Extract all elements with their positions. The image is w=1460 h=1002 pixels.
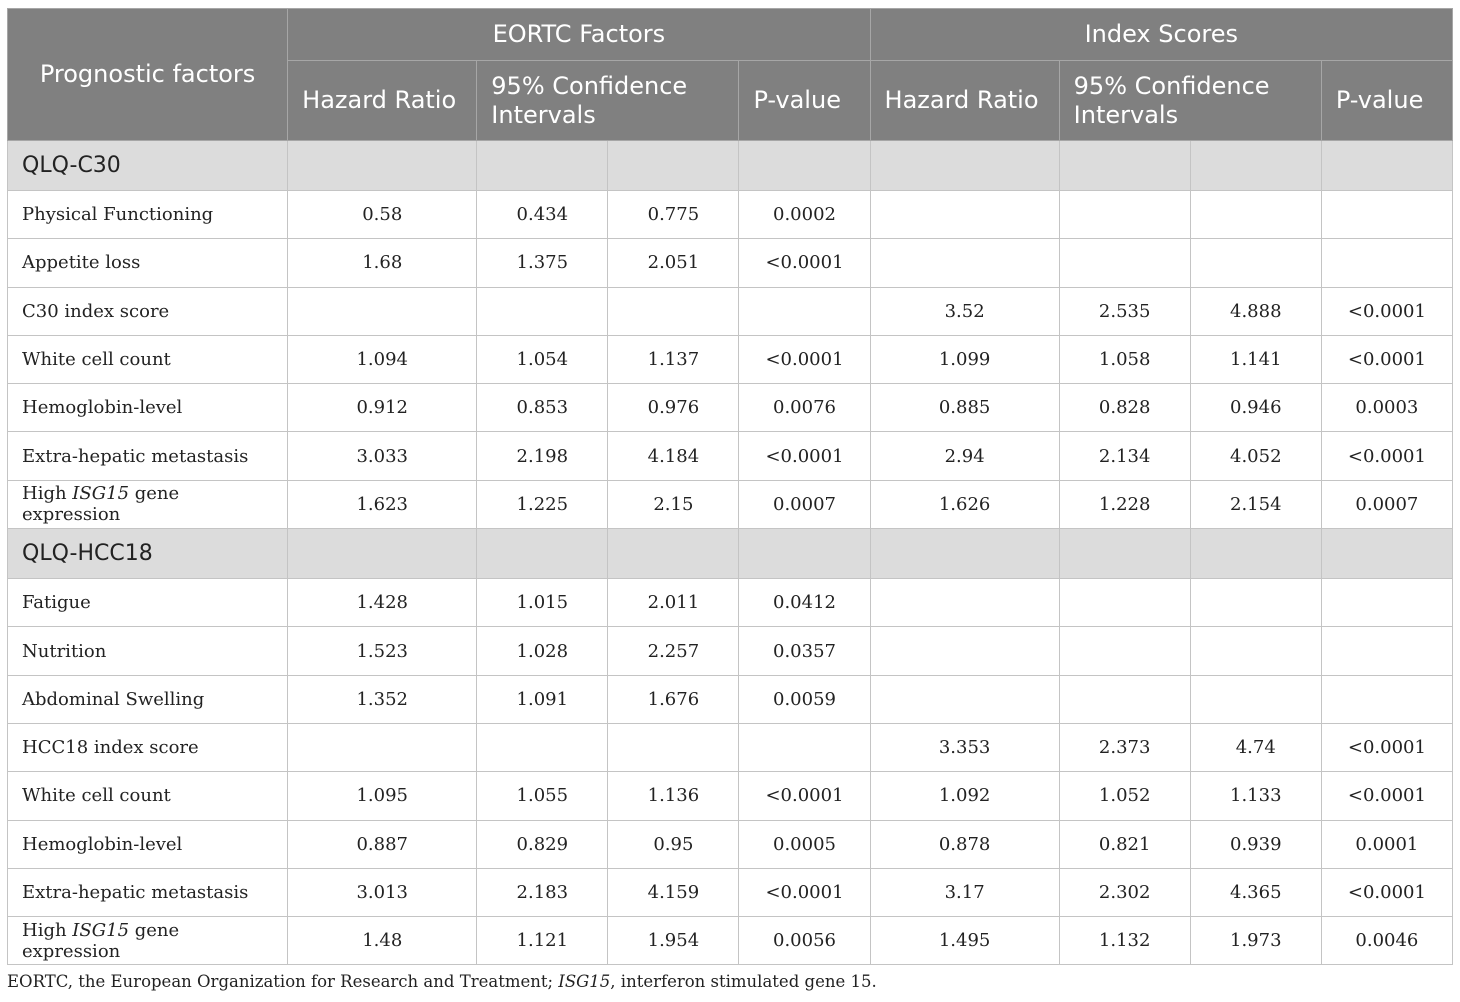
eortc-ci-upper: 1.136 — [608, 772, 739, 820]
eortc-ci-upper: 4.184 — [608, 432, 739, 480]
section-empty-cell — [739, 141, 870, 191]
factor-label-text: C30 index score — [22, 300, 170, 322]
eortc-ci-upper: 2.257 — [608, 627, 739, 675]
eortc-hazard-ratio: 1.428 — [288, 579, 477, 627]
header-hazard-ratio: Hazard Ratio — [288, 61, 477, 141]
eortc-ci-lower: 1.375 — [477, 239, 608, 287]
table-footnote — [7, 972, 877, 991]
section-title: QLQ-HCC18 — [8, 529, 288, 579]
table-row — [8, 579, 1453, 627]
section-empty-cell — [288, 141, 477, 191]
index-ci-lower: 1.058 — [1059, 335, 1190, 383]
factor-label — [8, 772, 288, 820]
eortc-hazard-ratio: 3.033 — [288, 432, 477, 480]
footnote-gene-name: ISG15 — [558, 972, 611, 991]
factor-label-text: Extra-hepatic metastasis — [22, 445, 249, 467]
eortc-ci-lower: 0.434 — [477, 191, 608, 239]
header-confidence-intervals: 95% Confidence Intervals — [477, 61, 739, 141]
index-ci-upper: 4.888 — [1190, 287, 1321, 335]
eortc-hazard-ratio: 1.68 — [288, 239, 477, 287]
factor-label-text: White cell count — [22, 785, 171, 807]
factor-label — [8, 480, 288, 528]
section-empty-cell — [1059, 529, 1190, 579]
eortc-ci-lower: 0.853 — [477, 384, 608, 432]
eortc-ci-lower — [477, 723, 608, 771]
factor-label-text: High — [22, 919, 73, 941]
eortc-ci-upper: 0.976 — [608, 384, 739, 432]
table-row — [8, 675, 1453, 723]
factor-label-text: gene expression — [22, 483, 180, 526]
table-row — [8, 384, 1453, 432]
eortc-ci-upper: 4.159 — [608, 868, 739, 916]
header-group-eortc: EORTC Factors — [288, 9, 870, 61]
factor-label — [8, 820, 288, 868]
eortc-ci-upper: 1.954 — [608, 917, 739, 965]
eortc-p-value: 0.0357 — [739, 627, 870, 675]
eortc-hazard-ratio: 1.523 — [288, 627, 477, 675]
index-ci-upper — [1190, 579, 1321, 627]
index-ci-upper: 4.052 — [1190, 432, 1321, 480]
eortc-ci-lower: 2.183 — [477, 868, 608, 916]
factor-label-text: White cell count — [22, 349, 171, 371]
factor-label-text: Nutrition — [22, 640, 107, 662]
factor-label — [8, 917, 288, 965]
table-row — [8, 287, 1453, 335]
factor-label-text: Hemoglobin-level — [22, 397, 183, 419]
index-ci-upper: 0.946 — [1190, 384, 1321, 432]
index-ci-lower — [1059, 579, 1190, 627]
eortc-ci-upper: 2.051 — [608, 239, 739, 287]
factor-label — [8, 675, 288, 723]
section-empty-cell — [477, 141, 608, 191]
section-empty-cell — [1190, 529, 1321, 579]
index-hazard-ratio: 1.626 — [870, 480, 1059, 528]
index-ci-lower — [1059, 191, 1190, 239]
index-hazard-ratio — [870, 675, 1059, 723]
index-p-value: <0.0001 — [1321, 335, 1452, 383]
eortc-ci-upper — [608, 287, 739, 335]
index-ci-lower: 2.373 — [1059, 723, 1190, 771]
index-ci-upper: 0.939 — [1190, 820, 1321, 868]
index-hazard-ratio: 3.353 — [870, 723, 1059, 771]
factor-label — [8, 868, 288, 916]
index-ci-lower — [1059, 627, 1190, 675]
prognostic-factors-table — [7, 8, 1453, 965]
factor-label-text: HCC18 index score — [22, 737, 199, 759]
header-confidence-intervals: 95% Confidence Intervals — [1059, 61, 1321, 141]
index-hazard-ratio: 1.099 — [870, 335, 1059, 383]
table-row — [8, 917, 1453, 965]
index-hazard-ratio — [870, 191, 1059, 239]
table-row — [8, 868, 1453, 916]
index-ci-lower: 2.134 — [1059, 432, 1190, 480]
section-empty-cell — [288, 529, 477, 579]
table-row — [8, 335, 1453, 383]
section-empty-cell — [477, 529, 608, 579]
eortc-ci-upper: 1.676 — [608, 675, 739, 723]
table-row — [8, 772, 1453, 820]
index-hazard-ratio: 0.885 — [870, 384, 1059, 432]
index-ci-lower: 1.132 — [1059, 917, 1190, 965]
section-empty-cell — [870, 529, 1059, 579]
factor-label — [8, 239, 288, 287]
eortc-hazard-ratio: 1.48 — [288, 917, 477, 965]
eortc-ci-upper — [608, 723, 739, 771]
factor-label-text: gene expression — [22, 919, 180, 962]
index-p-value: 0.0046 — [1321, 917, 1452, 965]
eortc-ci-lower: 1.028 — [477, 627, 608, 675]
eortc-p-value: 0.0056 — [739, 917, 870, 965]
index-ci-lower: 1.228 — [1059, 480, 1190, 528]
table-row — [8, 191, 1453, 239]
eortc-ci-upper: 2.15 — [608, 480, 739, 528]
factor-label — [8, 287, 288, 335]
eortc-ci-upper: 1.137 — [608, 335, 739, 383]
eortc-ci-lower: 1.121 — [477, 917, 608, 965]
index-hazard-ratio — [870, 239, 1059, 287]
factor-label-text: Abdominal Swelling — [22, 688, 205, 710]
eortc-p-value: 0.0005 — [739, 820, 870, 868]
footnote-text: EORTC, the European Organization for Research and Treatment; — [7, 972, 559, 991]
eortc-ci-upper: 2.011 — [608, 579, 739, 627]
index-ci-upper — [1190, 675, 1321, 723]
table-row — [8, 627, 1453, 675]
eortc-ci-lower: 1.055 — [477, 772, 608, 820]
index-hazard-ratio: 1.495 — [870, 917, 1059, 965]
table-row — [8, 723, 1453, 771]
index-hazard-ratio: 2.94 — [870, 432, 1059, 480]
eortc-ci-lower: 1.015 — [477, 579, 608, 627]
table-body — [8, 141, 1453, 965]
eortc-p-value: <0.0001 — [739, 772, 870, 820]
eortc-ci-lower: 0.829 — [477, 820, 608, 868]
factor-label-text: Physical Functioning — [22, 204, 214, 226]
index-ci-upper — [1190, 239, 1321, 287]
section-empty-cell — [739, 529, 870, 579]
section-empty-cell — [1321, 529, 1452, 579]
table-header — [8, 9, 1453, 141]
index-p-value — [1321, 191, 1452, 239]
index-ci-lower: 2.302 — [1059, 868, 1190, 916]
eortc-ci-lower: 1.054 — [477, 335, 608, 383]
eortc-ci-lower: 2.198 — [477, 432, 608, 480]
factor-label-text: Extra-hepatic metastasis — [22, 882, 249, 903]
eortc-p-value: <0.0001 — [739, 868, 870, 916]
table-row — [8, 239, 1453, 287]
table-row — [8, 820, 1453, 868]
header-p-value: P-value — [1321, 61, 1452, 141]
eortc-p-value — [739, 287, 870, 335]
eortc-hazard-ratio: 0.58 — [288, 191, 477, 239]
factor-label — [8, 384, 288, 432]
section-title: QLQ-C30 — [8, 141, 288, 191]
eortc-ci-upper: 0.95 — [608, 820, 739, 868]
section-header-row — [8, 529, 1453, 579]
index-hazard-ratio: 0.878 — [870, 820, 1059, 868]
index-p-value: <0.0001 — [1321, 868, 1452, 916]
index-hazard-ratio: 1.092 — [870, 772, 1059, 820]
eortc-ci-upper: 0.775 — [608, 191, 739, 239]
eortc-hazard-ratio: 0.887 — [288, 820, 477, 868]
section-empty-cell — [608, 529, 739, 579]
index-p-value — [1321, 579, 1452, 627]
section-empty-cell — [1321, 141, 1452, 191]
eortc-p-value: 0.0412 — [739, 579, 870, 627]
index-ci-lower — [1059, 239, 1190, 287]
eortc-p-value: 0.0076 — [739, 384, 870, 432]
eortc-p-value: <0.0001 — [739, 432, 870, 480]
table-row — [8, 432, 1453, 480]
index-ci-lower: 0.828 — [1059, 384, 1190, 432]
eortc-hazard-ratio — [288, 287, 477, 335]
index-p-value: 0.0003 — [1321, 384, 1452, 432]
factor-label — [8, 432, 288, 480]
eortc-p-value: <0.0001 — [739, 239, 870, 287]
header-prognostic-factors: Prognostic factors — [8, 9, 288, 141]
eortc-ci-lower — [477, 287, 608, 335]
eortc-hazard-ratio: 0.912 — [288, 384, 477, 432]
eortc-hazard-ratio: 3.013 — [288, 868, 477, 916]
header-p-value: P-value — [739, 61, 870, 141]
section-empty-cell — [1059, 141, 1190, 191]
index-ci-upper: 2.154 — [1190, 480, 1321, 528]
index-p-value: <0.0001 — [1321, 432, 1452, 480]
index-p-value — [1321, 239, 1452, 287]
eortc-hazard-ratio: 1.352 — [288, 675, 477, 723]
index-ci-lower: 0.821 — [1059, 820, 1190, 868]
eortc-p-value: 0.0007 — [739, 480, 870, 528]
index-ci-upper — [1190, 191, 1321, 239]
eortc-hazard-ratio: 1.623 — [288, 480, 477, 528]
eortc-hazard-ratio — [288, 723, 477, 771]
table-row — [8, 480, 1453, 528]
index-ci-upper — [1190, 627, 1321, 675]
index-ci-lower: 2.535 — [1059, 287, 1190, 335]
gene-name: ISG15 — [72, 483, 130, 505]
factor-label — [8, 579, 288, 627]
section-empty-cell — [608, 141, 739, 191]
index-hazard-ratio — [870, 627, 1059, 675]
index-p-value: 0.0001 — [1321, 820, 1452, 868]
header-group-index: Index Scores — [870, 9, 1452, 61]
eortc-p-value: 0.0059 — [739, 675, 870, 723]
factor-label — [8, 723, 288, 771]
section-empty-cell — [870, 141, 1059, 191]
factor-label — [8, 335, 288, 383]
header-hazard-ratio: Hazard Ratio — [870, 61, 1059, 141]
factor-label-text: Hemoglobin-level — [22, 833, 183, 855]
index-ci-upper: 1.973 — [1190, 917, 1321, 965]
factor-label-text: Appetite loss — [22, 252, 141, 274]
eortc-hazard-ratio: 1.095 — [288, 772, 477, 820]
factor-label-text: Fatigue — [22, 592, 91, 614]
section-empty-cell — [1190, 141, 1321, 191]
index-ci-upper: 4.74 — [1190, 723, 1321, 771]
results-table-container — [7, 8, 1453, 965]
footnote-text-end: , interferon stimulated gene 15. — [610, 972, 877, 991]
factor-label — [8, 191, 288, 239]
index-p-value — [1321, 675, 1452, 723]
index-p-value: <0.0001 — [1321, 723, 1452, 771]
eortc-p-value — [739, 723, 870, 771]
eortc-hazard-ratio: 1.094 — [288, 335, 477, 383]
index-hazard-ratio — [870, 579, 1059, 627]
index-p-value — [1321, 627, 1452, 675]
index-hazard-ratio: 3.52 — [870, 287, 1059, 335]
eortc-p-value: 0.0002 — [739, 191, 870, 239]
section-header-row — [8, 141, 1453, 191]
index-ci-upper: 4.365 — [1190, 868, 1321, 916]
index-ci-upper: 1.133 — [1190, 772, 1321, 820]
index-p-value: 0.0007 — [1321, 480, 1452, 528]
eortc-ci-lower: 1.091 — [477, 675, 608, 723]
index-ci-upper: 1.141 — [1190, 335, 1321, 383]
gene-name: ISG15 — [72, 919, 130, 941]
index-hazard-ratio: 3.17 — [870, 868, 1059, 916]
factor-label — [8, 627, 288, 675]
eortc-p-value: <0.0001 — [739, 335, 870, 383]
index-ci-lower: 1.052 — [1059, 772, 1190, 820]
index-p-value: <0.0001 — [1321, 772, 1452, 820]
index-ci-lower — [1059, 675, 1190, 723]
factor-label-text: High — [22, 483, 73, 505]
index-p-value: <0.0001 — [1321, 287, 1452, 335]
eortc-ci-lower: 1.225 — [477, 480, 608, 528]
